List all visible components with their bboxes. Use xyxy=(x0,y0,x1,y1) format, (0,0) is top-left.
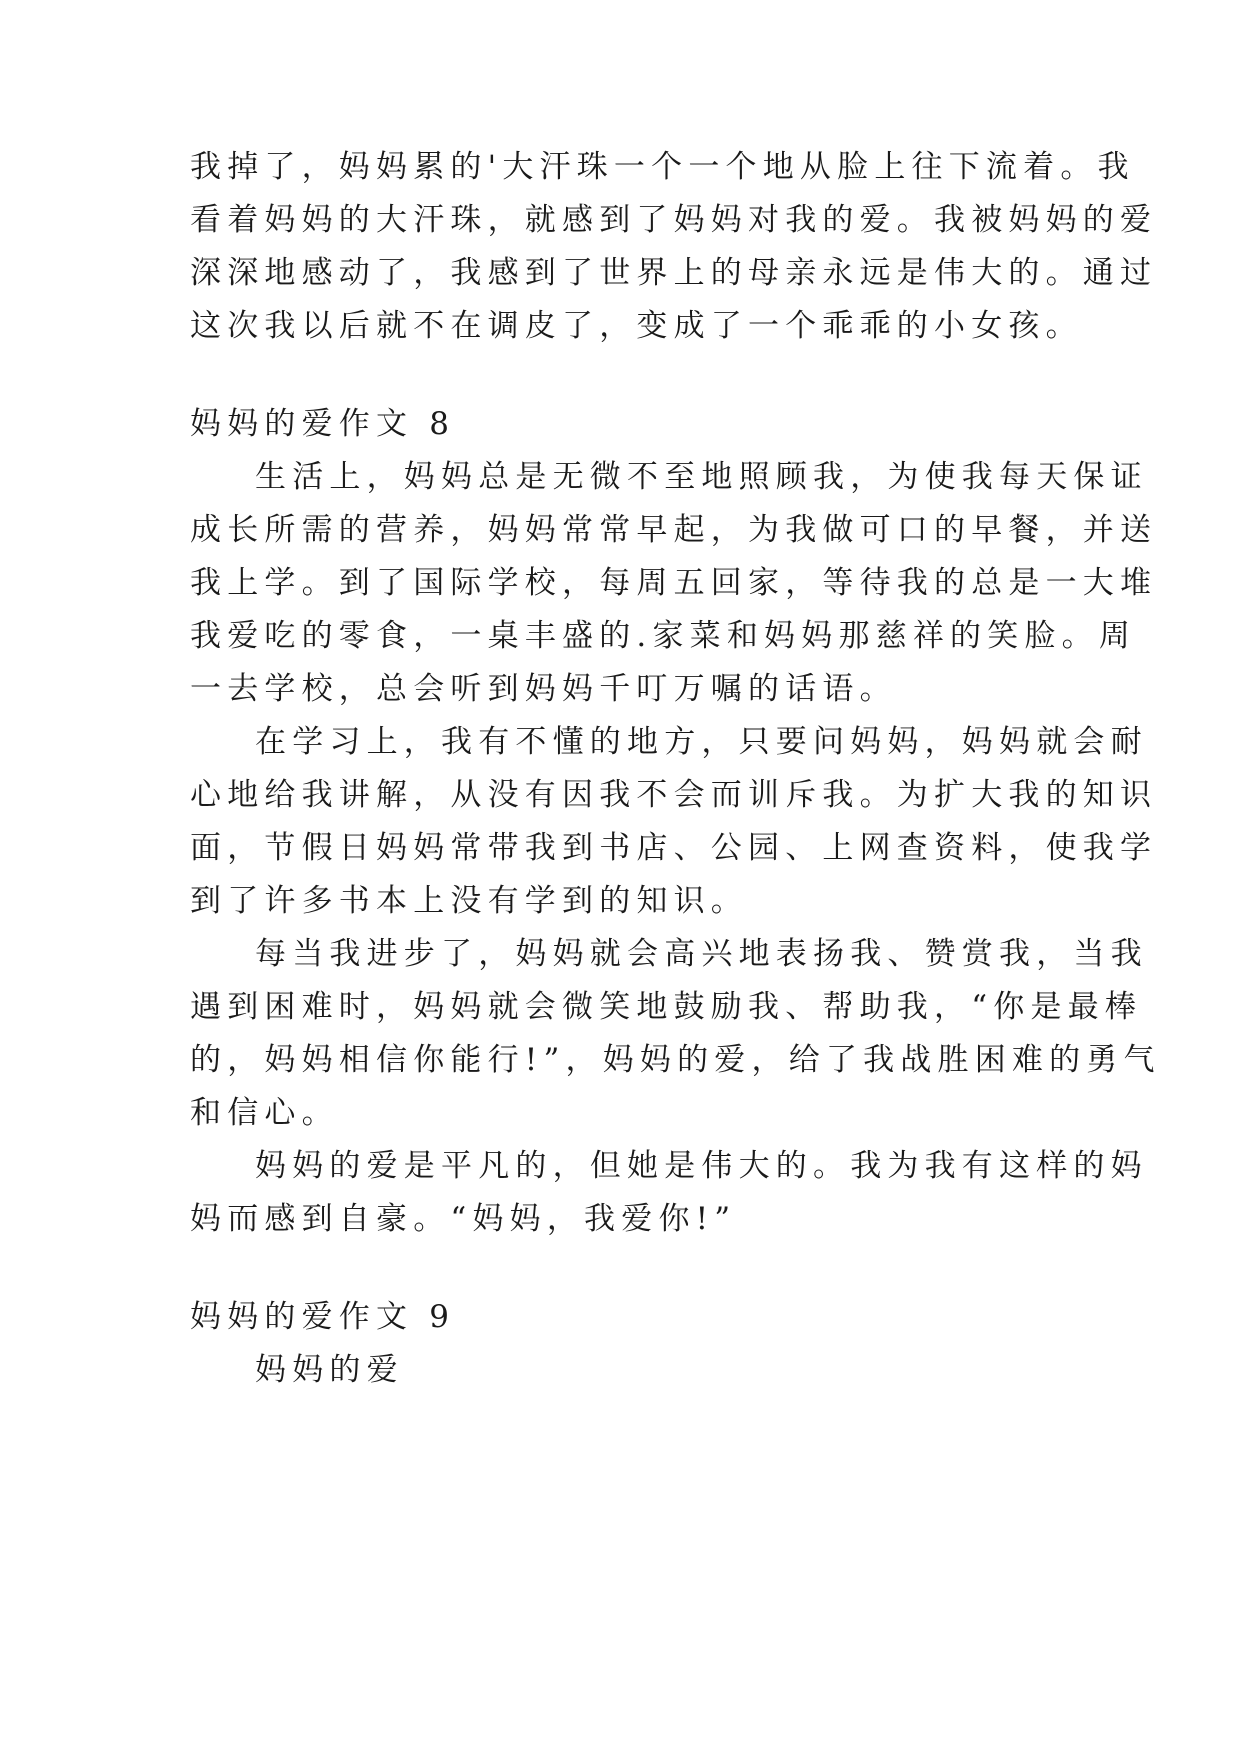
paragraph-line: 看着妈妈的大汗珠，就感到了妈妈对我的爱。我被妈妈的爱 xyxy=(190,202,1158,238)
paragraph-line: 妈妈的爱是平凡的，但她是伟大的。我为我有这样的妈 xyxy=(255,1148,1148,1184)
paragraph-line: 成长所需的营养，妈妈常常早起，为我做可口的早餐，并送 xyxy=(190,512,1158,548)
section-heading: 妈妈的爱作文 9 xyxy=(190,1299,456,1335)
paragraph-line: 我爱吃的零食，一桌丰盛的.家菜和妈妈那慈祥的笑脸。周 xyxy=(190,618,1137,654)
paragraph-line: 心地给我讲解，从没有因我不会而训斥我。为扩大我的知识 xyxy=(190,777,1158,813)
paragraph-line: 这次我以后就不在调皮了，变成了一个乖乖的小女孩。 xyxy=(190,308,1083,344)
paragraph-line: 在学习上，我有不懂的地方，只要问妈妈，妈妈就会耐 xyxy=(255,724,1148,760)
paragraph-line: 妈而感到自豪。“妈妈，我爱你!” xyxy=(190,1201,737,1237)
paragraph-line: 到了许多书本上没有学到的知识。 xyxy=(190,883,748,919)
section-heading: 妈妈的爱作文 8 xyxy=(190,406,456,442)
paragraph-line: 深深地感动了，我感到了世界上的母亲永远是伟大的。通过 xyxy=(190,255,1158,291)
paragraph-line: 的，妈妈相信你能行!”，妈妈的爱，给了我战胜困难的勇气 xyxy=(190,1042,1161,1078)
paragraph-line: 我上学。到了国际学校，每周五回家，等待我的总是一大堆 xyxy=(190,565,1158,601)
paragraph-line: 一去学校，总会听到妈妈千叮万嘱的话语。 xyxy=(190,671,897,707)
paragraph-line: 每当我进步了，妈妈就会高兴地表扬我、赞赏我，当我 xyxy=(255,936,1148,972)
paragraph-line: 和信心。 xyxy=(190,1095,339,1131)
paragraph-line: 我掉了，妈妈累的'大汗珠一个一个地从脸上往下流着。我 xyxy=(190,149,1135,185)
paragraph-line: 生活上，妈妈总是无微不至地照顾我，为使我每天保证 xyxy=(255,459,1148,495)
paragraph-line: 面，节假日妈妈常带我到书店、公园、上网查资料，使我学 xyxy=(190,830,1158,866)
paragraph-line: 遇到困难时，妈妈就会微笑地鼓励我、帮助我，“你是最棒 xyxy=(190,989,1143,1025)
article-title: 妈妈的爱 xyxy=(255,1352,404,1388)
